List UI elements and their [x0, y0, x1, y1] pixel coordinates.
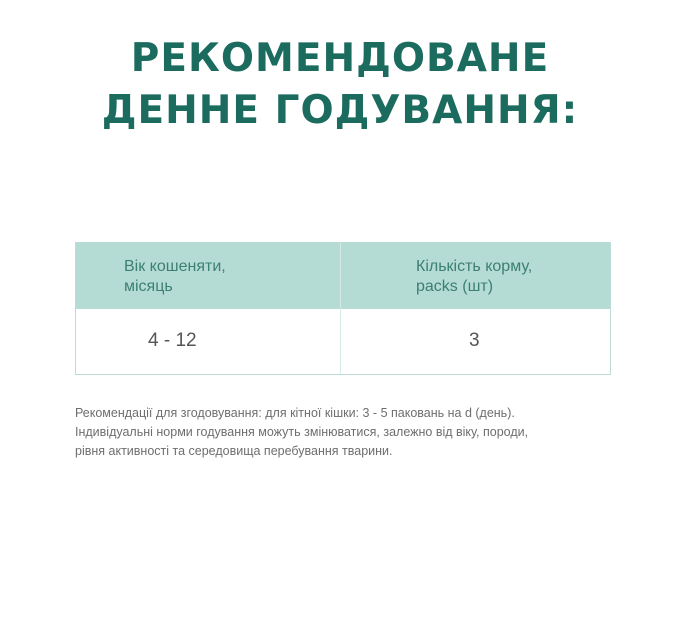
header-food-amount [416, 257, 532, 297]
cell-age-value: 4 - 12 [148, 330, 197, 351]
note-line-2: Індивідуальні норми годування можуть змінюватися, залежно від віку, породи, [75, 425, 529, 439]
column-divider [340, 243, 341, 374]
table-header-row [76, 243, 610, 309]
note-line-3: рівня активності та середовища перебування тварини. [75, 444, 393, 458]
note-line-1: Рекомендації для згодовування: для кітної кішки: 3 - 5 паковань на d (день). [75, 406, 515, 420]
title-line-1: РЕКОМЕНДОВАНЕ [130, 36, 550, 81]
title-line-2: ДЕННЕ ГОДУВАННЯ: [101, 88, 579, 133]
header-kitten-age [124, 257, 226, 297]
table-row [76, 309, 610, 374]
header-amount-line-2: packs (шт) [416, 278, 494, 295]
header-age-line-1: Вік кошеняти, [124, 258, 226, 275]
page-title [0, 33, 680, 137]
header-age-line-2: місяць [124, 278, 173, 295]
cell-amount-value: 3 [469, 330, 480, 351]
header-amount-line-1: Кількість корму, [416, 258, 533, 275]
feeding-table [75, 242, 611, 375]
feeding-note [75, 404, 635, 461]
